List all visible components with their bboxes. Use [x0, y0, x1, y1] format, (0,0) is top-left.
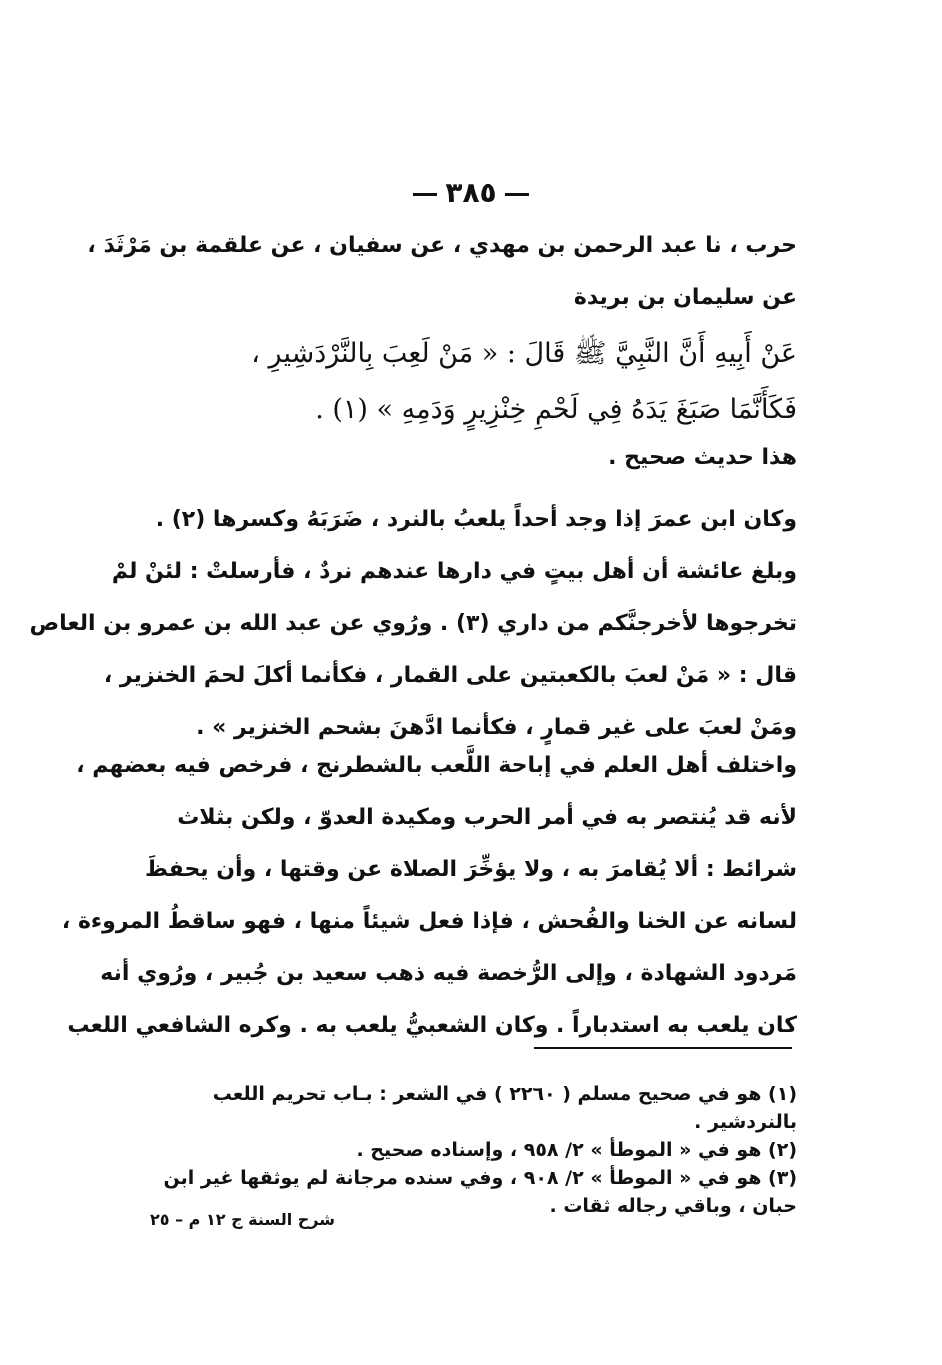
text-line: وبلغ عائشة أن أهل بيتٍ في دارها عندهم نردٌ ، فأرسلتْ : لئنْ لمْ: [111, 559, 797, 584]
footnote-separator: [534, 1047, 792, 1049]
footnote-2: (٢) هو في « الموطأ » ٢/ ٩٥٨ ، وإسناده صحيح .: [356, 1139, 797, 1161]
signature-footer: شرح السنة ج ١٢ م – ٢٥: [150, 1210, 335, 1229]
text-line: وكان ابن عمرَ إذا وجد أحداً يلعبُ بالنرد ، ضَرَبَهُ وكسرها (٢) .: [155, 507, 797, 532]
text-line: ومَنْ لعبَ على غير قمارٍ ، فكأنما ادَّهنَ بشحم الخنزير » .: [196, 715, 797, 740]
grade-line: هذا حديث صحيح .: [608, 445, 797, 470]
text-line: كان يلعب به استدباراً . وكان الشعبيُّ يلعب به . وكره الشافعي اللعب: [67, 1013, 797, 1038]
footnote-3: (٣) هو في « الموطأ » ٢/ ٩٠٨ ، وفي سنده مرجانة لم يوثقها غير ابن حبان ، وباقي رجاله ثقات .: [163, 1167, 797, 1217]
page-number-dash: [505, 193, 529, 196]
text-line: لسانه عن الخنا والفُحش ، فإذا فعل شيئاً منها ، فهو ساقطُ المروءة ،: [61, 909, 797, 934]
text-line: لأنه قد يُنتصر به في أمر الحرب ومكيدة العدوّ ، ولكن بثلاث: [177, 805, 797, 830]
page-number-dash: [413, 193, 437, 196]
footnote-1: (١) هو في صحيح مسلم ( ٢٢٦٠ ) في الشعر : بـاب تحريم اللعب بالنردشير .: [212, 1083, 797, 1133]
text-line: قال : « مَنْ لعبَ بالكعبتين على القمار ، فكأنما أكلَ لحمَ الخنزير ،: [103, 663, 797, 688]
paragraph-3: [61, 740, 797, 1052]
hadith-grade: [150, 432, 797, 484]
text-line: واختلف أهل العلم في إباحة اللَّعب بالشطرنج ، فرخص فيه بعضهم ،: [76, 753, 797, 778]
text-line: عن سليمان بن بريدة: [573, 285, 797, 310]
hadith-line: عَنْ أَبِيهِ أَنَّ النَّبِيَّ ﷺ قَالَ : « مَنْ لَعِبَ بِالنَّرْدَشِيرِ ،: [251, 338, 797, 369]
isnad-paragraph: [87, 220, 797, 324]
footnotes: [150, 1080, 797, 1220]
text-line: مَردود الشهادة ، وإلى الرُّخصة فيه ذهب سعيد بن جُبير ، ورُوي أنه: [100, 961, 797, 986]
page-number: [0, 176, 942, 209]
paragraph-2: [29, 494, 797, 754]
page-number-text: ٣٨٥: [445, 176, 497, 209]
text-line: تخرجوها لأخرجنَّكم من داري (٣) . ورُوي عن عبد الله بن عمرو بن العاص: [29, 611, 797, 636]
text-line: حرب ، نا عبد الرحمن بن مهدي ، عن سفيان ، عن علقمة بن مَرْثَدَ ،: [87, 233, 797, 258]
text-line: شرائط : ألا يُقامرَ به ، ولا يؤخِّرَ الصلاة عن وقتها ، وأن يحفظَ: [145, 857, 797, 882]
hadith-text: [150, 326, 797, 438]
hadith-line: فَكَأَنَّمَا صَبَغَ يَدَهُ فِي لَحْمِ خِنْزِيرٍ وَدَمِهِ » (١) .: [315, 394, 797, 425]
